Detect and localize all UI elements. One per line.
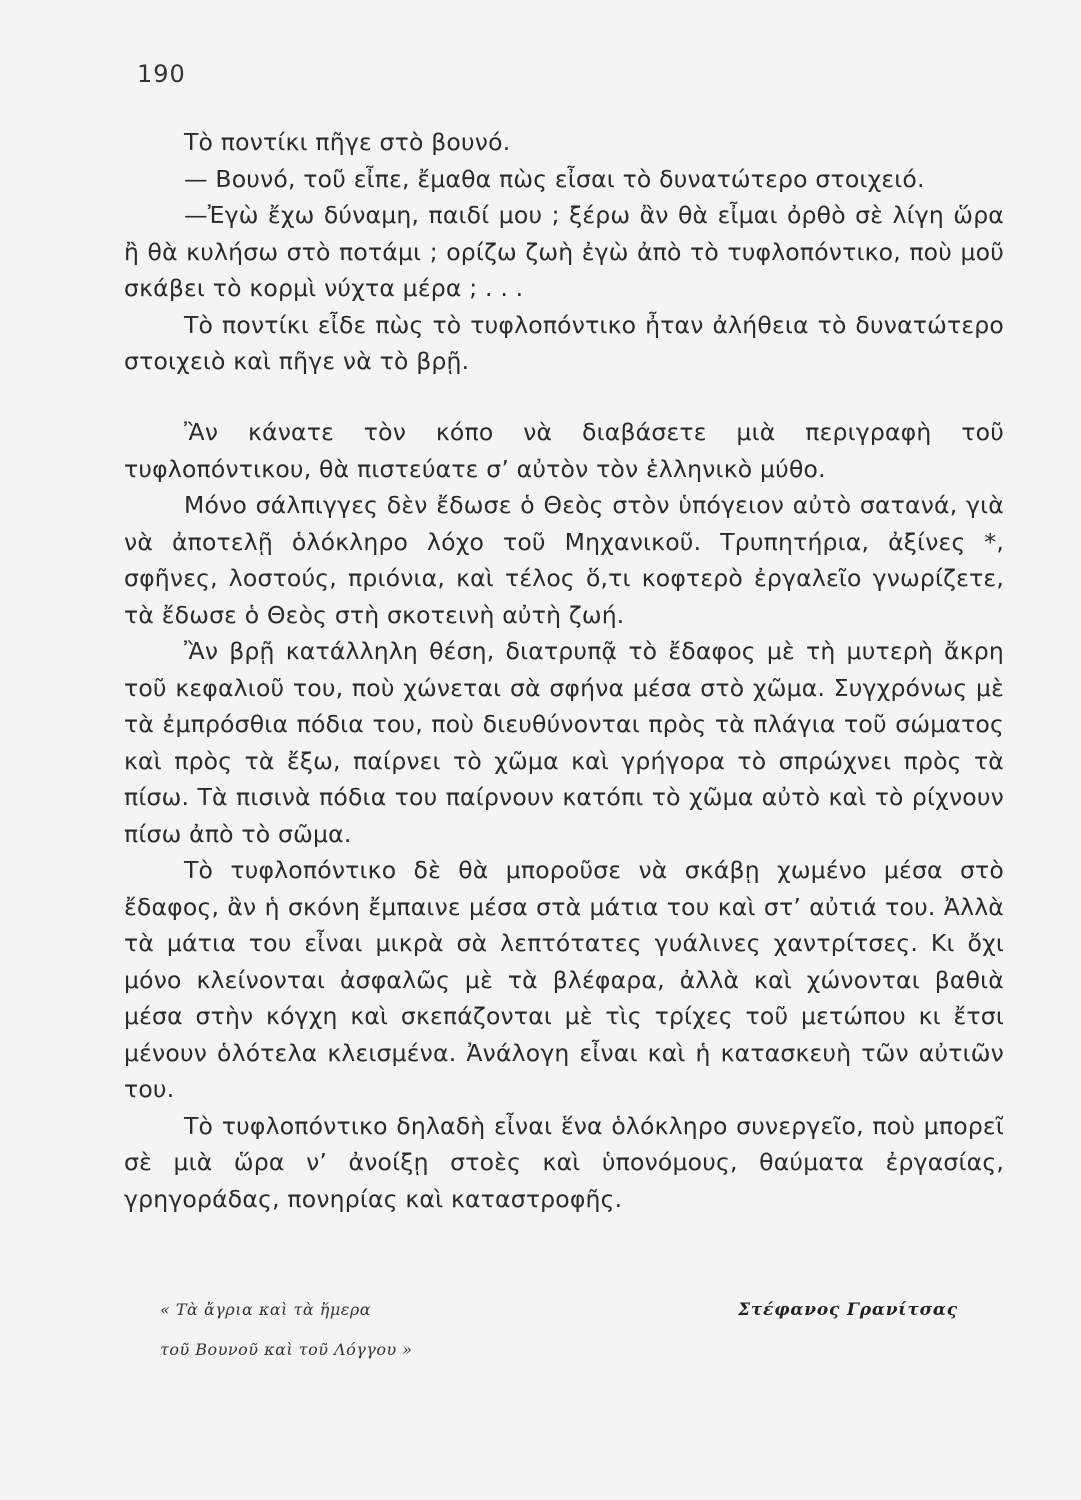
dialogue-section <box>124 124 1004 380</box>
paragraph: Ἂν βρῇ κατάλληλη θέση, διατρυπᾷ τὸ ἔδαφος μὲ τὴ μυτερὴ ἄκρη τοῦ κεφαλιοῦ του, ποὺ χώνεται σὰ σφήνα μέσα στὸ χῶμα. Συγχρόνως μὲ τὰ ἐμπρόσθια πόδια του, ποὺ διευθύνονται πρὸς τὰ πλάγια τοῦ σώματος καὶ πρὸς τὰ ἔξω, παίρνει τὸ χῶμα καὶ γρήγορα τὸ σπρώχνει πρὸς τὰ πίσω. Τὰ πισινὰ πόδια του παίρνουν κατόπι τὸ χῶμα αὐτὸ καὶ τὸ ρίχνουν πίσω ἀπὸ τὸ σῶμα. <box>124 637 1004 848</box>
source-line-2: τοῦ Βουνοῦ καὶ τοῦ Λόγγου » <box>160 1340 413 1359</box>
paragraph: Τὸ ποντίκι πῆγε στὸ βουνό. <box>184 128 511 156</box>
paragraph: Τὸ ποντίκι εἶδε πὼς τὸ τυφλοπόντικο ἦταν ἀλήθεια τὸ δυνατώτερο στοιχειὸ καὶ πῆγε νὰ τὸ βρῇ. <box>124 310 1004 375</box>
description-section <box>124 414 1004 1217</box>
source-citation <box>160 1290 413 1370</box>
source-line-1: « Τὰ ἄγρια καὶ τὰ ἥμερα <box>160 1300 372 1319</box>
author-name: Στέφανος Γρανίτσας <box>738 1300 958 1320</box>
paragraph: —Ἐγὼ ἔχω δύναμη, παιδί μου ; ξέρω ἂν θὰ εἶμαι ὀρθὸ σὲ λίγη ὥρα ἢ θὰ κυλήσω στὸ ποτάμι ; ορίζω ζωὴ ἐγὼ ἀπὸ τὸ τυφλοπόντικο, ποὺ μοῦ σκάβει τὸ κορμὶ νύχτα μέρα ; . . . <box>124 201 1004 302</box>
paragraph: — Βουνό, τοῦ εἶπε, ἔμαθα πὼς εἶσαι τὸ δυνατώτερο στοιχειό. <box>184 164 925 193</box>
paragraph: Ἂν κάνατε τὸν κόπο νὰ διαβάσετε μιὰ περιγραφὴ τοῦ τυφλοπόντικου, θὰ πιστεύατε σ’ αὐτὸν τὸν ἑλληνικὸ μύθο. <box>124 418 1004 483</box>
page-number: 190 <box>137 60 186 88</box>
paragraph: Τὸ τυφλοπόντικο δὲ θὰ μποροῦσε νὰ σκάβῃ χωμένο μέσα στὸ ἔδαφος, ἂν ἡ σκόνη ἔμπαινε μέσα στὰ μάτια του καὶ στ’ αὐτιά του. Ἀλλὰ τὰ μάτια του εἶναι μικρὰ σὰ λεπτότατες γυάλινες χαντρίτσες. Κι ὄχι μόνο κλείνονται ἀσφαλῶς μὲ τὰ βλέφαρα, ἀλλὰ καὶ χώνονται βαθιὰ μέσα στὴν κόγχη καὶ σκεπάζονται μὲ τὶς τρίχες τοῦ μετώπου κι ἔτσι μένουν ὁλότελα κλεισμένα. Ἀνάλογη εἶναι καὶ ἡ κατασκευὴ τῶν αὐτιῶν του. <box>124 856 1004 1103</box>
paragraph: Μόνο σάλπιγγες δὲν ἔδωσε ὁ Θεὸς στὸν ὑπόγειον αὐτὸ σατανά, γιὰ νὰ ἀποτελῇ ὁλόκληρο λόχο τοῦ Μηχανικοῦ. Τρυπητήρια, ἀξίνες *, σφῆνες, λοστούς, πριόνια, καὶ τέλος ὅ,τι κοφτερὸ ἐργαλεῖο γνωρίζετε, τὰ ἔδωσε ὁ Θεὸς στὴ σκοτεινὴ αὐτὴ ζωή. <box>124 491 1004 629</box>
paragraph: Τὸ τυφλοπόντικο δηλαδὴ εἶναι ἕνα ὁλόκληρο συνεργεῖο, ποὺ μπορεῖ σὲ μιὰ ὥρα ν’ ἀνοίξῃ στοὲς καὶ ὑπονόμους, θαύματα ἐργασίας, γρηγοράδας, πονηρίας καὶ καταστροφῆς. <box>124 1111 1004 1213</box>
